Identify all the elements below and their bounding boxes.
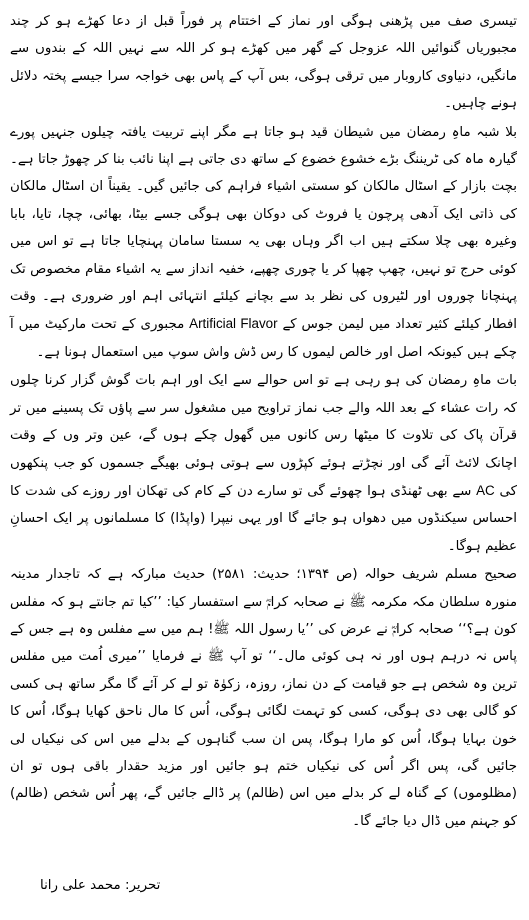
- ac-term: AC: [476, 482, 495, 498]
- paragraph-3: [10, 367, 517, 560]
- paragraph-3-text: بات ماہِ رمضان کی ہو رہی ہے تو اس حوالے سے ایک اور اہم بات گوش گزار کرنا چلوں کہ رات عشاء کے بعد اللہ والے جب نماز تراویح میں مشغول سر سے پاؤں تک پسینے میں تر قرآن پاک کی تلاوت کا میٹھا رس کانوں میں گھول چکے ہوں گے، عین وتر وں کے وقت اچانک لائٹ آئے گی اور نچڑتے ہوئے کپڑوں سے ہوتی ہوئی بھیگے جسموں کو جب پنکھوں کی: [10, 373, 517, 499]
- paragraph-2: [10, 119, 517, 367]
- artificial-flavor-term: Artificial Flavor: [189, 316, 278, 332]
- byline-label: تحریر:: [124, 878, 161, 893]
- article-body: [10, 8, 517, 835]
- paragraph-4-hadith: صحیح مسلم شریف حوالہ (ص ۱۳۹۴؛ حدیث: ۲۵۸۱) حدیث مبارکہ ہے کہ تاجدار مدینہ منورہ سلطان مکہ مکرمہ ﷺ نے صحابہ کرامؓ سے استفسار کیا: ’’کیا تم جانتے ہو کہ مفلس کون ہے؟‘‘ صحابہ کرامؓ نے عرض کی ’’یا رسول اللہ ﷺ! ہم میں سے مفلس وہ ہے جس کے پاس نہ درہم ہوں اور نہ ہی کوئی مال۔‘‘ تو آپ ﷺ نے فرمایا ’’میری اُمت میں مفلس ترین وہ شخص ہے جو قیامت کے دن نماز، روزہ، زکوٰۃ تو لے کر آئے گا مگر ساتھ ہی کسی کو گالی بھی دی ہوگی، کسی کو تہمت لگائی ہوگی، اُس کا مال ناحق کھایا ہوگا، اُس کا خون بہایا ہوگا، اُس کو مارا ہوگا، پس ان سب گناہوں کے بدلے میں اس کی نیکیاں لی جائیں گی، پس اگر اُس کی نیکیاں ختم ہو جائیں اور مزید حقدار باقی ہوں تو ان (مظلوموں) کے گناہ لے کر بدلے میں اس (ظالم) پر ڈالے جائیں گے، پھر اُس شخص (ظالم) کو جہنم میں ڈال دیا جائے گا۔: [10, 567, 517, 829]
- paragraph-2-text: بلا شبہ ماہِ رمضان میں شیطان قید ہو جاتا ہے مگر اپنے تربیت یافتہ چیلوں جنہیں پورے گیارہ ماہ کی ٹریننگ بڑے خشوع خضوع کے ساتھ دی جاتی ہے اپنا نائب بنا کر چھوڑ جاتا ہے۔ بچت بازار کے اسٹال مالکان کو سستی اشیاء فراہم کی جائیں گیں۔ یقیناً ان اسٹال مالکان کی ذاتی ایک آدھی پرچون یا فروٹ کی دوکان بھی ہوگی جسے بیٹا، بھائی، چچا، تایا، بابا وغیرہ بھی چلا سکتے ہیں اب اگر وہاں بھی یہ سستا سامان پہنچایا جاتا ہے تو اس میں کوئی حرج تو نہیں، چھپ چھپا کر یا چوری چھپے، خفیہ انداز سے یہ اشیاء مقام مخصوص تک پہنچانا چوروں اور لٹیروں کی نظر بد سے بچانے کیلئے انتہائی اہم اور ضروری ہے۔ وقت افطار کیلئے کثیر تعداد میں لیمن جوس کے: [10, 124, 517, 333]
- author-byline: [40, 872, 160, 899]
- paragraph-3-tail: سے بھی ٹھنڈی ہوا چھوئے گی تو سارے دن کے کام کی تھکان اور روزے کی شدت کا احساس سیکنڈوں میں دھواں ہو جائے گا اور یہی نیپرا (واپڈا) کا مسلمانوں پر ایک احسانِ عظیم ہوگا۔: [10, 483, 517, 554]
- paragraph-1: تیسری صف میں پڑھنی ہوگی اور نماز کے اختتام پر فوراً قبل از دعا کھڑے ہو کر چند مجبوریاں گنوائیں اللہ عزوجل کے گھر میں کھڑے ہو کر اللہ سے نہیں اللہ کے بندوں سے مانگیں، دنیاوی کاروبار میں ترقی ہوگی، بس آپ کے پاس بھی خواجہ سرا جیسے پختہ دلائل ہونے چاہیں۔: [10, 14, 517, 112]
- paragraph-2-tail: مجبوری کے تحت مارکیٹ میں آ چکے ہیں کیونکہ اصل اور خالص لیموں کا رس ڈش واش سوپ میں استعمال ہونا ہے۔: [10, 317, 517, 360]
- author-name: محمد علی رانا: [40, 878, 121, 893]
